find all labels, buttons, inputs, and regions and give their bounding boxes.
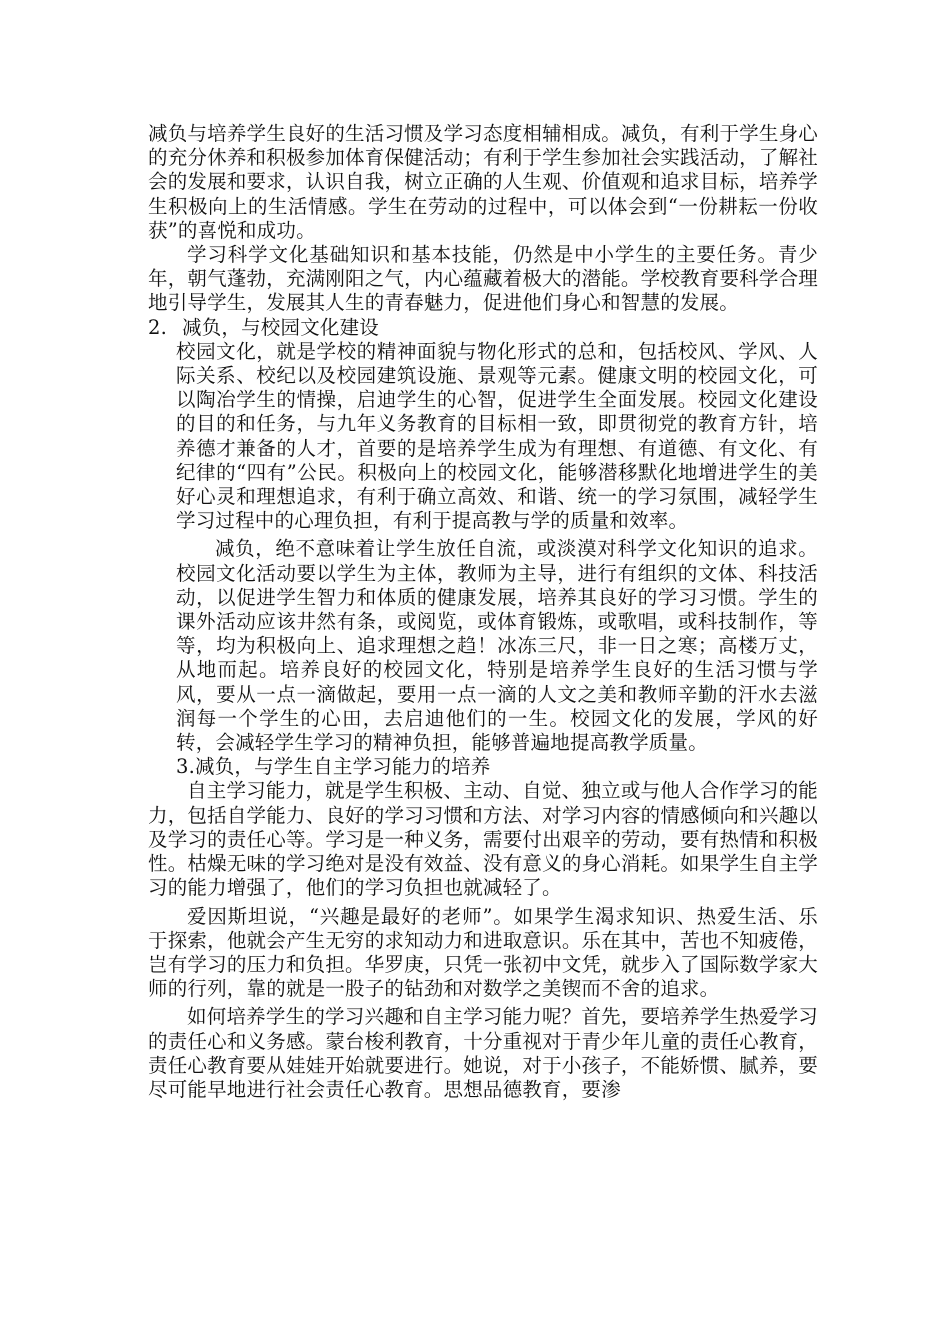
section-heading-self-learning: 3.减负，与学生自主学习能力的培养 bbox=[176, 755, 491, 779]
document-body bbox=[148, 122, 818, 1102]
paragraph-self-learning-ability: 自主学习能力，就是学生积极、主动、自觉、独立或与他人合作学习的能力，包括自学能力、良好的学习习惯和方法、对学习内容的情感倾向和兴趣以及学习的责任心等。学习是一种义务，需要付出艰辛的劳动，要有热情和积极性。枯燥无味的学习绝对是没有效益、没有意义的身心消耗。如果学生自主学习的能力增强了，他们的学习负担也就减轻了。 bbox=[148, 779, 818, 900]
paragraph-how-to-cultivate: 如何培养学生的学习兴趣和自主学习能力呢？首先，要培养学生热爱学习的责任心和义务感。蒙台梭利教育，十分重视对于青少年儿童的责任心教育，责任心教育要从娃娃开始就要进行。她说，对于小孩子，不能娇惯、腻养，要尽可能早地进行社会责任心教育。思想品德教育，要渗 bbox=[148, 1005, 818, 1101]
paragraph-einstein-interest: 爱因斯坦说，“兴趣是最好的老师”。如果学生渴求知识、热爱生活、乐于探索，他就会产生无穷的求知动力和进取意识。乐在其中，苦也不知疲倦，岂有学习的压力和负担。华罗庚，只凭一张初中文凭，就步入了国际数学家大师的行列，靠的就是一股子的钻劲和对数学之美锲而不舍的追求。 bbox=[148, 904, 818, 1001]
paragraph-scientific-knowledge: 学习科学文化基础知识和基本技能，仍然是中小学生的主要任务。青少年，朝气蓬勃，充满刚阳之气，内心蕴藏着极大的潜能。学校教育要科学合理地引导学生，发展其人生的青春魅力，促进他们身心和智慧的发展。 bbox=[148, 243, 818, 315]
section-heading-campus-culture bbox=[148, 316, 818, 340]
section-title: 减负，与校园文化建设 bbox=[182, 315, 380, 339]
paragraph-campus-culture-definition: 校园文化，就是学校的精神面貌与物化形式的总和，包括校风、学风、人际关系、校纪以及校园建筑设施、景观等元素。健康文明的校园文化，可以陶冶学生的情操，启迪学生的心智，促进学生全面发展。校园文化建设的目的和任务，与九年义务教育的目标相一致，即贯彻党的教育方针，培养德才兼备的人才，首要的是培养学生成为有理想、有道德、有文化、有纪律的“四有”公民。积极向上的校园文化，能够潜移默化地增进学生的美好心灵和理想追求，有利于确立高效、和谐、统一的学习氛围，减轻学生学习过程中的心理负担，有利于提高教与学的质量和效率。 bbox=[176, 339, 818, 533]
section-number: 2. bbox=[148, 315, 168, 339]
paragraph-burden-habits: 减负与培养学生良好的生活习惯及学习态度相辅相成。减负，有利于学生身心的充分休养和积极参加体育保健活动；有利于学生参加社会实践活动，了解社会的发展和要求，认识自我，树立正确的人生观、价值观和追求目标，培养学生积极向上的生活情感。学生在劳动的过程中，可以体会到“一份耕耘一份收获”的喜悦和成功。 bbox=[148, 122, 818, 242]
paragraph-campus-activities: 减负，绝不意味着让学生放任自流，或淡漠对科学文化知识的追求。校园文化活动要以学生为主体，教师为主导，进行有组织的文体、科技活动，以促进学生智力和体质的健康发展，培养其良好的学习习惯。学生的课外活动应该井然有条，或阅览，或体育锻炼，或歌唱，或科技制作，等等，均为积极向上、追求理想之趋！冰冻三尺，非一日之寒；高楼万丈，从地而起。培养良好的校园文化，特别是培养学生良好的生活习惯与学风，要从一点一滴做起，要用一点一滴的人文之美和教师辛勤的汗水去滋润每一个学生的心田，去启迪他们的一生。校园文化的发展，学风的好转，会减轻学生学习的精神负担，能够普遍地提高教学质量。 bbox=[176, 537, 818, 755]
